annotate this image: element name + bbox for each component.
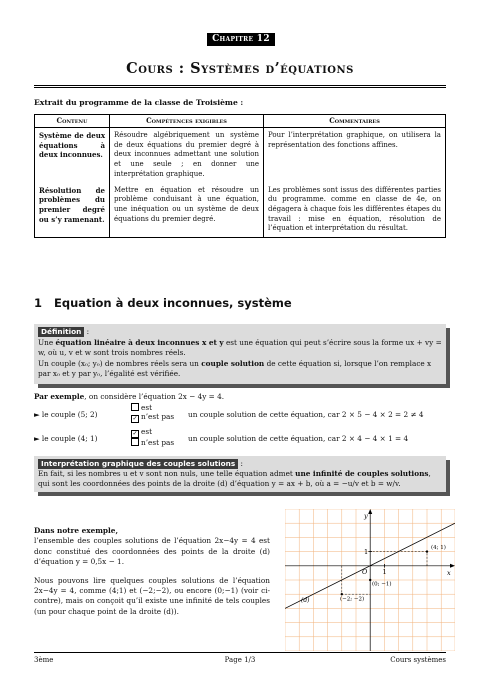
definition-term: couple solution [201, 358, 265, 368]
table-cell: Système de deux équations à deux inconnues. [35, 128, 110, 183]
definition-tag: Définition [38, 327, 84, 337]
example2-text: Dans notre exemple, l’ensemble des couples solutions de l’équation 2x−4y = 4 est donc constitué des coordonnées des points de la droite (d) d’équation y = 0,5x − 1. Nous pouvons lire quelques couples solutions de l’équation 2x−4y = 4, comme (4;1) et (−2;−2), ou encore (0;−1) (voir ci-contre), mais on conçoit qu’il existe une infinité de tels couples (un pour chaque point de la droite (d)). [34, 526, 270, 616]
checkbox-est[interactable] [131, 403, 139, 411]
table-cell: Mettre en équation et résoudre un problème conduisant à une équation, une inéquation ou un système de deux équations du premier degré. [110, 183, 264, 238]
table-row [35, 183, 446, 238]
interpretation-term: une infinité de couples solutions [295, 469, 429, 479]
x-unit-label: 1 [382, 568, 387, 576]
title-rule [34, 85, 446, 86]
footer-page: Page 1/3 [224, 656, 256, 664]
table-cell: Pour l’interprétation graphique, on utilisera la représentation des fonctions affines. [264, 128, 446, 183]
checkbox-nest-pas[interactable]: ✓ [132, 415, 138, 422]
x-axis-label: x [447, 569, 451, 577]
section-title: Equation à deux inconnues, système [54, 296, 292, 310]
point-label: (4; 1) [431, 545, 446, 551]
definition-term: équation linéaire à deux inconnues x et y [55, 337, 224, 347]
choice-group: est ✓ n’est pas [132, 403, 175, 422]
section-heading [34, 296, 292, 310]
example-item-label: ► le couple (5; 2) [34, 410, 98, 419]
point-label: (0; −1) [372, 581, 392, 588]
example-intro: Par exemple, on considère l’équation 2x − 4y = 4. [34, 392, 225, 401]
program-extract-heading: Extrait du programme de la classe de Troisième : [34, 98, 244, 107]
table-cell: Résoudre algébriquement un système de deux équations du premier degré à deux inconnues admettant une solution et une seule ; en donner une interprétation graphique. [110, 128, 264, 183]
y-axis-label: y [364, 512, 368, 520]
checkbox-nest-pas[interactable] [131, 438, 139, 446]
choice-group: ✓ est n’est pas [132, 427, 175, 447]
table-header-competences: Compétences exigibles [110, 115, 264, 128]
interpretation-box: Interprétation graphique des couples solutions : En fait, si les nombres u et v sont non nuls, une telle équation admet une infinité de couples solutions, qui sont les coordonnées des points de la droite (d) d’équation y = ax + b, où a = −u/v et b = w/v. [34, 456, 446, 492]
y-axis-arrow [368, 509, 372, 514]
example-item-text: un couple solution de cette équation, car 2 × 4 − 4 × 1 = 4 [188, 434, 409, 443]
title-rule-2 [34, 87, 446, 88]
x-axis-arrow [450, 564, 455, 568]
origin-label: O [362, 568, 368, 576]
table-header-contenu: Contenu [35, 115, 110, 128]
example-item-label: ► le couple (4; 1) [34, 434, 98, 443]
solution-graph [285, 509, 455, 651]
example-item-text: un couple solution de cette équation, car 2 × 5 − 4 × 2 = 2 ≠ 4 [188, 410, 424, 419]
table-cell: Les problèmes sont issus des différentes parties du programme. comme en classe de 4e, on dégagera à chaque fois les différentes étapes du travail : mise en équation, résolution de l’équation et interprétation du résultat. [264, 183, 446, 238]
footer-left: 3ème [34, 656, 54, 664]
section-number: 1 [34, 296, 43, 310]
program-table [34, 114, 446, 238]
line-label: (d) [301, 597, 310, 604]
point-label: (−2; −2) [340, 596, 365, 603]
table-row [35, 128, 446, 183]
example2-heading: Dans notre exemple, [34, 526, 118, 535]
checkbox-est[interactable]: ✓ [132, 430, 138, 437]
y-unit-label: 1 [364, 548, 369, 556]
chapter-badge: Chapitre 12 [207, 33, 275, 46]
footer-right: Cours systèmes [390, 656, 446, 664]
interpretation-tag: Interprétation graphique des couples solutions [38, 459, 238, 469]
page-title: Cours : Systèmes d’équations [126, 60, 354, 77]
table-cell: Résolution de problèmes du premier degré ou s’y ramenant. [35, 183, 110, 238]
definition-box: Définition : Une équation linéaire à deux inconnues x et y est une équation qui peut s’écrire sous la forme ux + vy = w, où u, v et w sont trois nombres réels. Un couple (x₀; y₀) de nombres réels sera un couple solution de cette équation si, lorsque l’on remplace x par x₀ et y par y₀, l’égalité est vérifiée. [34, 324, 446, 384]
table-header-commentaires: Commentaires [264, 115, 446, 128]
footer-rule [34, 652, 446, 653]
